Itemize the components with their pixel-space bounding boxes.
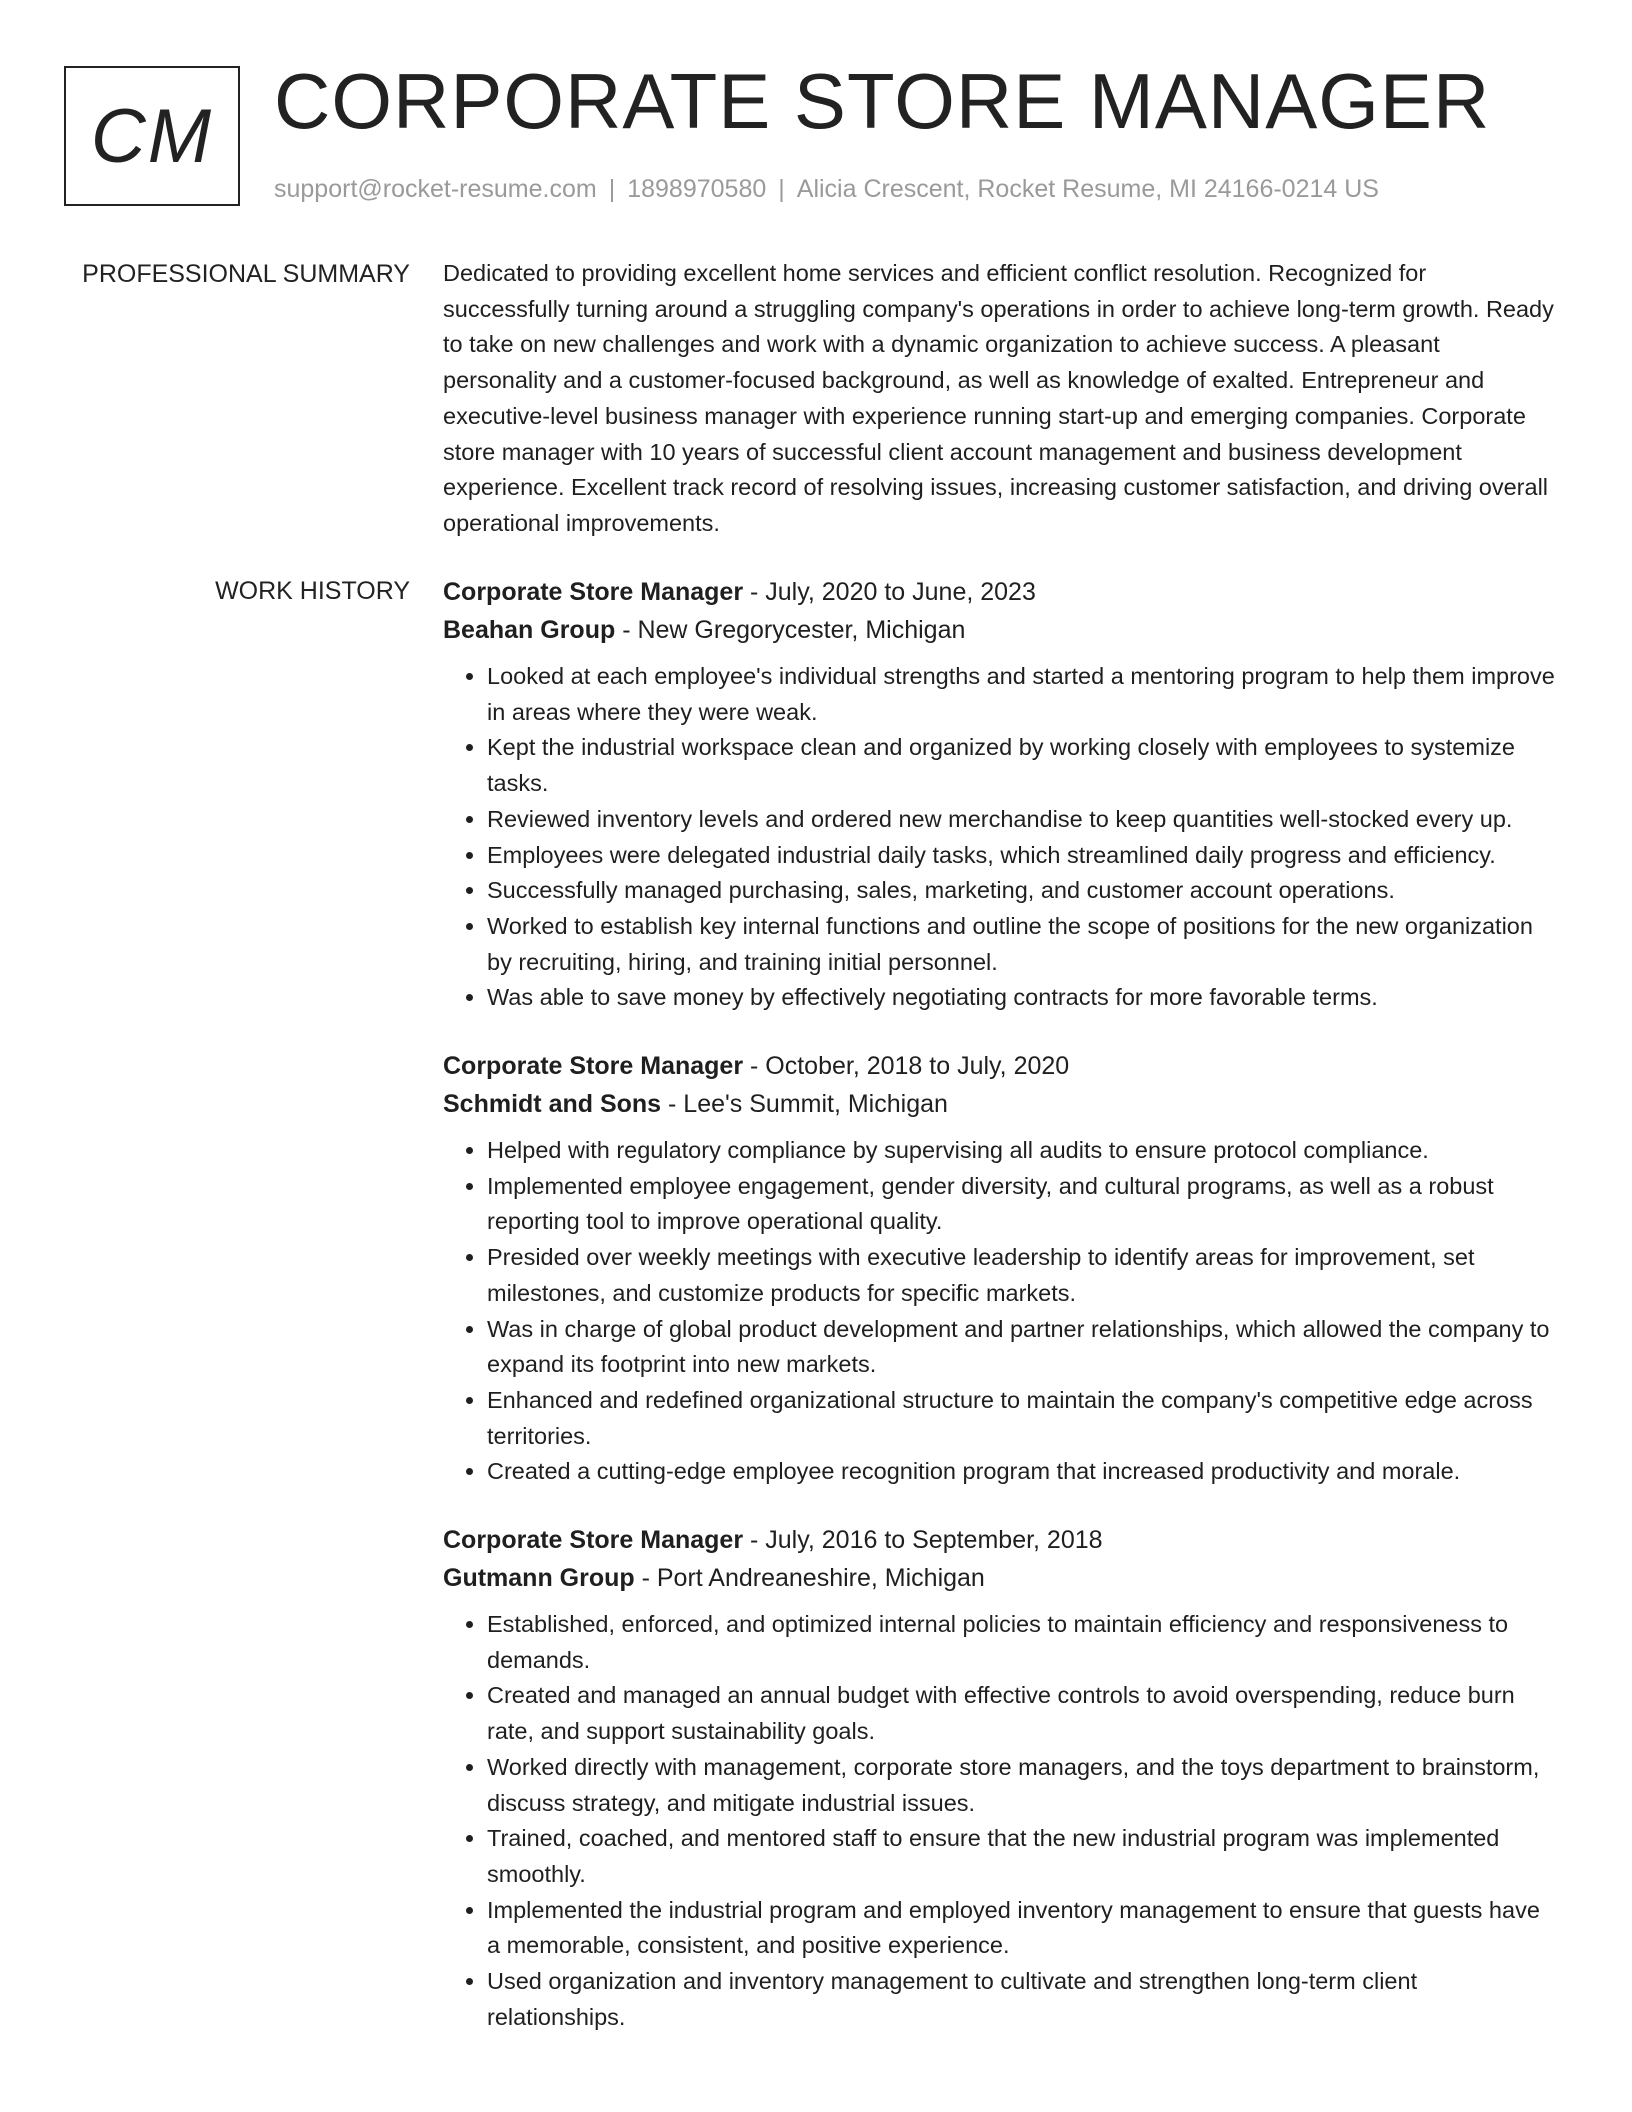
job-entry	[443, 1521, 1558, 2035]
job-location: - Lee's Summit, Michigan	[661, 1090, 948, 1119]
contact-phone: 1898970580	[627, 175, 767, 203]
job-bullet: • Worked directly with management, corporate store managers, and the toys department to brainstorm, discuss strategy, and mitigate industrial issues.	[487, 1750, 1558, 1821]
job-company: Gutmann Group	[443, 1564, 635, 1593]
job-bullet: • Reviewed inventory levels and ordered new merchandise to keep quantities well-stocked every up.	[487, 802, 1558, 838]
job-bullet: • Worked to establish key internal functions and outline the scope of positions for the new organization by recruiting, hiring, and training initial personnel.	[487, 909, 1558, 980]
job-bullet: • Enhanced and redefined organizational structure to maintain the company's competitive edge across territories.	[487, 1383, 1558, 1454]
job-bullet: • Employees were delegated industrial daily tasks, which streamlined daily progress and efficiency.	[487, 838, 1558, 874]
contact-separator: |	[608, 175, 616, 203]
job-company: Beahan Group	[443, 616, 616, 644]
job-bullet-list	[443, 1607, 1558, 2035]
contact-email: support@rocket-resume.com	[274, 175, 597, 203]
job-location: - Port Andreaneshire, Michigan	[634, 1564, 985, 1593]
job-bullet: • Implemented employee engagement, gender diversity, and cultural programs, as well as a robust reporting tool to improve operational quality.	[487, 1169, 1558, 1240]
job-bullet: • Created and managed an annual budget with effective controls to avoid overspending, reduce burn rate, and support sustainability goals.	[487, 1678, 1558, 1749]
summary-body	[443, 256, 1558, 542]
page-title: CORPORATE STORE MANAGER	[274, 57, 1491, 145]
job-bullet: • Successfully managed purchasing, sales, marketing, and customer account operations.	[487, 873, 1558, 909]
summary-text: Dedicated to providing excellent home services and efficient conflict resolution. Recognized for successfully turning around a struggling company's operations in order to achieve long-term growth. Ready to take on new challenges and work with a dynamic organization to achieve success. A pleasant personality and a customer-focused background, as well as knowledge of exalted. Entrepreneur and executive-level business manager with experience running start-up and emerging companies. Corporate store manager with 10 years of successful client account management and business development experience. Excellent track record of resolving issues, increasing customer satisfaction, and driving overall operational improvements.	[443, 260, 1554, 536]
job-location: - New Gregorycester, Michigan	[615, 616, 966, 644]
contact-address: Alicia Crescent, Rocket Resume, MI 24166-0214 US	[796, 175, 1379, 203]
job-bullet-list	[443, 1133, 1558, 1490]
job-dates: - October, 2018 to July, 2020	[743, 1052, 1070, 1081]
job-bullet: • Established, enforced, and optimized internal policies to maintain efficiency and responsiveness to demands.	[487, 1607, 1558, 1678]
job-dates: - July, 2020 to June, 2023	[743, 578, 1036, 606]
job-title: Corporate Store Manager	[443, 1052, 744, 1081]
work-history-heading: WORK HISTORY	[215, 577, 410, 605]
job-bullet: • Was able to save money by effectively negotiating contracts for more favorable terms.	[487, 980, 1558, 1016]
job-title: Corporate Store Manager	[443, 1526, 744, 1555]
job-bullet: • Implemented the industrial program and employed inventory management to ensure that guests have a memorable, consistent, and positive experience.	[487, 1893, 1558, 1964]
job-title-line	[443, 573, 1558, 611]
job-title: Corporate Store Manager	[443, 578, 744, 606]
job-bullet-list	[443, 659, 1558, 1016]
job-company-line	[443, 1559, 1558, 1597]
job-company-line	[443, 1085, 1558, 1123]
job-entry	[443, 1047, 1558, 1490]
job-bullet: • Presided over weekly meetings with executive leadership to identify areas for improvement, set milestones, and customize products for specific markets.	[487, 1240, 1558, 1311]
contact-separator: |	[778, 175, 785, 203]
job-company: Schmidt and Sons	[443, 1090, 662, 1119]
job-bullet: • Used organization and inventory management to cultivate and strengthen long-term client relationships.	[487, 1964, 1558, 2035]
job-bullet: • Was in charge of global product development and partner relationships, which allowed the company to expand its footprint into new markets.	[487, 1312, 1558, 1383]
job-entry	[443, 573, 1558, 1016]
job-bullet: • Trained, coached, and mentored staff to ensure that the new industrial program was implemented smoothly.	[487, 1821, 1558, 1892]
job-bullet: • Created a cutting-edge employee recognition program that increased productivity and morale.	[487, 1454, 1558, 1490]
summary-heading: PROFESSIONAL SUMMARY	[82, 260, 410, 288]
job-title-line	[443, 1047, 1558, 1085]
job-bullet: • Helped with regulatory compliance by supervising all audits to ensure protocol compliance.	[487, 1133, 1558, 1169]
monogram-logo: CM	[64, 66, 240, 206]
job-bullet: • Kept the industrial workspace clean and organized by working closely with employees to systemize tasks.	[487, 730, 1558, 801]
contact-line	[274, 172, 1379, 206]
work-history-body	[443, 573, 1558, 2067]
job-title-line	[443, 1521, 1558, 1559]
job-dates: - July, 2016 to September, 2018	[743, 1526, 1103, 1555]
job-company-line	[443, 611, 1558, 649]
job-bullet: • Looked at each employee's individual strengths and started a mentoring program to help them improve in areas where they were weak.	[487, 659, 1558, 730]
